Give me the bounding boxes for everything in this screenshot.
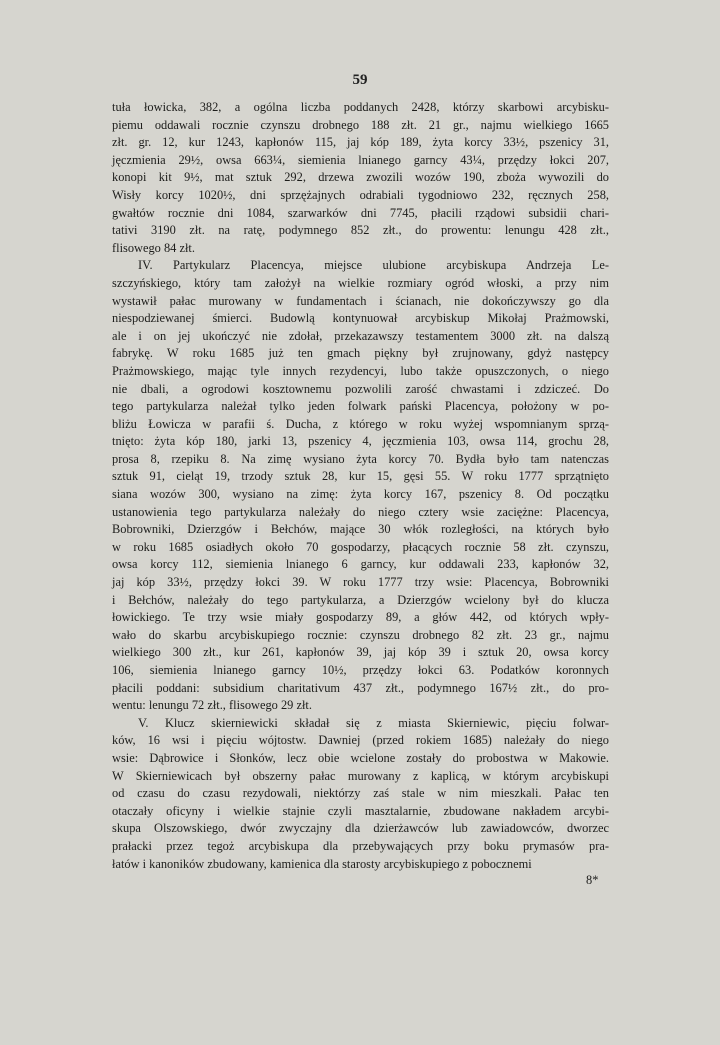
paragraph [112,99,609,257]
text-line: flisowego 84 złt. [112,240,195,255]
text-line: V. Klucz skierniewicki składał się z miasta Skierniewic, pięciu folwar- [138,715,609,730]
text-line: bliżu Łowicza w parafii ś. Ducha, z którego w roku wyżej wspomnianym sprzą- [112,416,609,431]
text-line: od czasu do czasu rezydowali, niektórzy zaś stale w nim mieszkali. Pałac ten [112,786,609,801]
text-line: siana wozów 300, wysiano na zimę: żyta korcy 167, pszenicy 8. Od początku [112,487,609,502]
text-line: konopi kit 9½, mat sztuk 292, drzewa zwozili wozów 190, zboża wywozili do [112,170,609,185]
text-line: ków, 16 wsi i pięciu wójtostw. Dawniej (przed rokiem 1685) należały do niego [112,733,609,748]
text-line: wentu: lenungu 72 złt., flisowego 29 złt. [112,698,312,713]
text-line: Wisły korcy 1020½, dni sprzężajnych odrabiali tygodniowo 232, ręcznych 258, [112,187,609,202]
text-line: prałacki przez tegoż arcybiskupa dla przebywających przy boku prymasów pra- [112,838,609,853]
body-text [112,99,609,873]
text-line: nie dbali, a ogrodowi kosztownemu pozwolili zarość chwastami i zdziczeć. Do [112,381,609,396]
text-line: fabrykę. W roku 1685 już ten gmach piękny był zrujnowany, gdyż następcy [112,346,609,361]
paragraph [112,257,609,714]
text-line: złt. gr. 12, kur 1243, kapłonów 115, jaj kóp 189, żyta korcy 33½, pszenicy 31, [112,135,609,150]
text-line: wielkiego 300 złt., kur 261, kapłonów 39, jaj kóp 39 i sztuk 20, owsa korcy [112,645,609,660]
text-line: jaj kóp 33½, przędzy łokci 39. W roku 1777 trzy wsie: Placencya, Bobrowniki [112,575,609,590]
text-line: płacili poddani: subsidium charitativum 437 złt., podymnego 167½ złt., do pro- [112,680,609,695]
text-line: wsie: Dąbrowice i Słonków, lecz obie wcielone zostały do probostwa w Makowie. [112,750,609,765]
text-line: prosa 8, rzepiku 8. Na zimę wysiano żyta korcy 70. Bydła było tam natenczas [112,451,609,466]
text-line: wało do skarbu arcybiskupiego rocznie: czynszu drobnego 82 złt. 23 gr., najmu [112,627,609,642]
text-line: i Bełchów, należały do tego partykularza, a Dzierzgów wcielony był do klucza [112,592,609,607]
text-line: W Skierniewicach był obszerny pałac murowany z kaplicą, w którym arcybiskupi [112,768,609,783]
text-line: Bobrowniki, Dzierzgów i Bełchów, mające 30 włók rozległości, na których było [112,522,609,537]
printer-signature-mark: 8* [586,873,599,887]
text-line: łowickiego. Te trzy wsie miały gospodarzy 89, a głów 442, od których wpły- [112,610,609,625]
text-line: skupa Olszowskiego, dwór zwyczajny dla dzierżawców lub zawiadowców, dworzec [112,821,609,836]
text-line: 106, siemienia lnianego garncy 10½, przędzy łokci 63. Podatków koronnych [112,663,609,677]
text-line: piemu oddawali rocznie czynszu drobnego 188 złt. 21 gr., najmu wielkiego 1665 [112,117,609,132]
text-line: IV. Partykularz Placencya, miejsce ulubione arcybiskupa Andrzeja Le- [138,258,609,273]
text-line: ale i on jej ukończyć nie zdołał, przekazawszy testamentem 3000 złt. na dalszą [112,328,609,343]
text-line: niespodziewanej śmierci. Budowlą kontynuował arcybiskup Mikołaj Prażmowski, [112,311,609,326]
page-number: 59 [352,72,368,88]
text-line: sztuk 91, cieląt 19, trzody sztuk 28, kur 15, gęsi 55. W roku 1777 sprzątnięto [112,469,609,484]
text-line: łatów i kanoników zbudowany, kamienica dla starosty arcybiskupiego z pobocznemi [112,856,532,871]
text-line: jęczmienia 29½, owsa 663¼, siemienia lnianego garncy 43¼, przędzy łokci 207, [112,152,609,167]
text-line: w roku 1685 osiadłych około 70 gospodarzy, płacących rocznie 58 złt. czynszu, [112,539,609,554]
text-line: tnięto: żyta kóp 180, jarki 13, pszenicy 4, jęczmienia 103, owsa 114, grochu 28, [112,434,609,449]
text-line: wystawił pałac murowany w fundamentach i ścianach, nie dokończywszy go dla [112,293,609,308]
text-line: szczyńskiego, który tam założył na wielkie rozmiary ogród włoski, a przy nim [112,275,609,290]
text-line: Prażmowskiego, mając tyle innych rezydencyi, lubo także opuszczonych, o niego [112,363,609,378]
text-line: otaczały oficyny i wielkie stajnie czyli masztalarnie, zbudowane nakładem arcybi- [112,803,609,818]
text-line: tativi 3190 złt. na ratę, podymnego 852 złt., do prowentu: lenungu 428 złt., [112,223,609,238]
text-line: tego partykularza należał tylko jeden folwark pański Placencya, położony w po- [112,399,609,414]
text-line: tuła łowicka, 382, a ogólna liczba poddanych 2428, którzy skarbowi arcybisku- [112,100,609,114]
text-line: ustanowienia tego partykularza należały do niego cztery wsie zaciężne: Placencya, [112,504,609,519]
text-line: owsa korcy 112, siemienia lnianego 6 garncy, kur oddawali 233, kapłonów 32, [112,557,609,572]
paragraph [112,715,609,873]
text-line: gwałtów rocznie dni 1084, szarwarków dni 7745, płacili rządowi subsidii chari- [112,205,609,220]
